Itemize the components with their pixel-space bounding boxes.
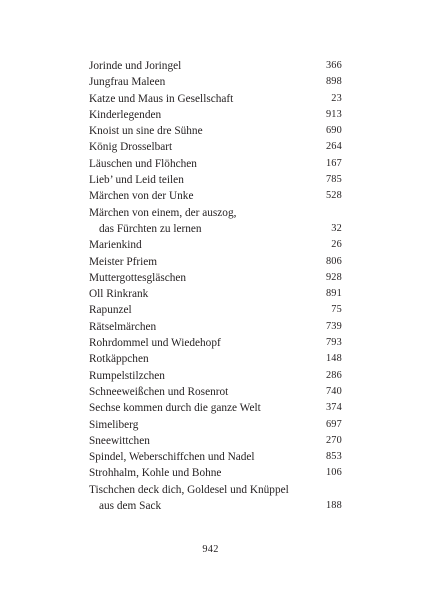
entry-title-line: Schneeweißchen und Rosenrot xyxy=(89,385,229,398)
table-of-contents xyxy=(89,58,342,514)
toc-entry xyxy=(89,384,342,400)
entry-page-number: 148 xyxy=(325,353,342,365)
entry-title xyxy=(89,172,184,188)
toc-entry xyxy=(89,302,342,318)
entry-title-line: Rapunzel xyxy=(89,304,132,317)
entry-page-number: 853 xyxy=(325,451,342,463)
toc-entry xyxy=(89,237,342,253)
toc-entry xyxy=(89,417,342,433)
entry-title-line: Sechse kommen durch die ganze Welt xyxy=(89,402,261,415)
entry-title xyxy=(89,156,197,172)
entry-title xyxy=(89,58,181,74)
entry-title xyxy=(89,107,161,123)
entry-page-number: 739 xyxy=(325,320,342,332)
entry-page-number: 286 xyxy=(325,369,342,381)
entry-title-line: Katze und Maus in Gesellschaft xyxy=(89,92,234,105)
entry-page-number: 366 xyxy=(325,60,342,71)
entry-title xyxy=(89,91,233,107)
toc-entry xyxy=(89,449,342,465)
toc-entry xyxy=(89,319,342,335)
entry-page-number: 697 xyxy=(325,418,342,430)
entry-title-line: Läuschen und Flöhchen xyxy=(89,157,197,170)
entry-title-line: Marienkind xyxy=(89,239,142,252)
entry-title-line: Kinderlegenden xyxy=(89,108,162,121)
entry-title xyxy=(89,74,165,90)
entry-page-number: 898 xyxy=(325,76,342,88)
toc-entry xyxy=(89,74,342,90)
entry-page-number: 913 xyxy=(325,108,342,120)
entry-page-number: 264 xyxy=(325,141,342,153)
page-number: 942 xyxy=(202,544,219,555)
entry-title-line: Spindel, Weberschiffchen und Nadel xyxy=(89,451,255,464)
entry-title xyxy=(89,286,148,302)
entry-page-number: 32 xyxy=(331,222,342,234)
entry-title-line: Muttergottesgläschen xyxy=(89,271,187,284)
entry-title xyxy=(89,188,193,204)
entry-page-number: 891 xyxy=(325,288,342,300)
entry-title xyxy=(89,400,261,416)
entry-title-line: Rätselmärchen xyxy=(89,320,157,333)
entry-page-number: 690 xyxy=(325,125,342,137)
entry-page-number: 167 xyxy=(325,157,342,169)
entry-title xyxy=(89,368,165,384)
entry-title-line: Rumpelstilzchen xyxy=(89,369,165,382)
entry-title xyxy=(89,254,157,270)
toc-entry xyxy=(89,188,342,204)
entry-title xyxy=(89,123,203,139)
entry-title xyxy=(89,449,255,465)
entry-title-continuation: das Fürchten zu lernen xyxy=(99,222,202,235)
entry-title xyxy=(89,205,236,238)
entry-page-number: 26 xyxy=(331,239,342,251)
entry-title xyxy=(89,433,150,449)
entry-page-number: 785 xyxy=(325,174,342,186)
entry-title-line: Märchen von der Unke xyxy=(89,190,194,203)
toc-entry xyxy=(89,58,342,74)
entry-title xyxy=(89,335,221,351)
toc-entry xyxy=(89,400,342,416)
toc-entry xyxy=(89,123,342,139)
entry-page-number: 23 xyxy=(331,92,342,104)
entry-title-line: Märchen von einem, der auszog, xyxy=(89,206,237,219)
toc-entry xyxy=(89,351,342,367)
toc-entry xyxy=(89,286,342,302)
entry-page-number: 740 xyxy=(325,385,342,397)
toc-entry xyxy=(89,254,342,270)
toc-entry xyxy=(89,482,342,515)
entry-title-line: König Drosselbart xyxy=(89,141,173,154)
entry-title-line: Meister Pfriem xyxy=(89,255,158,268)
toc-entry xyxy=(89,205,342,238)
entry-title xyxy=(89,465,221,481)
entry-title xyxy=(89,302,132,318)
toc-entry xyxy=(89,172,342,188)
entry-title xyxy=(89,417,138,433)
entry-page-number: 793 xyxy=(325,337,342,349)
toc-entry xyxy=(89,107,342,123)
toc-entry xyxy=(89,156,342,172)
entry-title xyxy=(89,384,228,400)
entry-title-line: Sneewittchen xyxy=(89,434,150,447)
entry-page-number: 270 xyxy=(325,434,342,446)
entry-page-number: 528 xyxy=(325,190,342,202)
entry-title-line: Oll Rinkrank xyxy=(89,288,149,301)
entry-page-number: 928 xyxy=(325,271,342,283)
entry-title xyxy=(89,482,289,515)
entry-title-line: Tischchen deck dich, Goldesel und Knüppel xyxy=(89,483,289,496)
entry-title xyxy=(89,270,186,286)
toc-entry xyxy=(89,465,342,481)
entry-title-line: Knoist un sine dre Sühne xyxy=(89,125,203,138)
entry-page-number: 806 xyxy=(325,255,342,267)
entry-title-line: Rotkäppchen xyxy=(89,353,149,366)
entry-title-line: Simeliberg xyxy=(89,418,139,431)
entry-page-number: 75 xyxy=(331,304,342,316)
entry-title-continuation: aus dem Sack xyxy=(99,500,162,513)
entry-page-number: 106 xyxy=(325,467,342,479)
entry-page-number: 188 xyxy=(325,500,342,512)
toc-entry xyxy=(89,139,342,155)
entry-title-line: Strohhalm, Kohle und Bohne xyxy=(89,467,222,480)
entry-title-line: Rohrdommel und Wiedehopf xyxy=(89,337,221,350)
toc-entry xyxy=(89,91,342,107)
toc-entry xyxy=(89,270,342,286)
entry-title xyxy=(89,351,149,367)
toc-entry xyxy=(89,368,342,384)
entry-title-line: Lieb’ und Leid teilen xyxy=(89,174,184,187)
toc-entry xyxy=(89,433,342,449)
entry-title-line: Jorinde und Joringel xyxy=(89,60,182,72)
entry-title xyxy=(89,237,142,253)
toc-entry xyxy=(89,335,342,351)
entry-page-number: 374 xyxy=(325,402,342,414)
entry-title xyxy=(89,319,156,335)
entry-title xyxy=(89,139,172,155)
entry-title-line: Jungfrau Maleen xyxy=(89,76,166,89)
